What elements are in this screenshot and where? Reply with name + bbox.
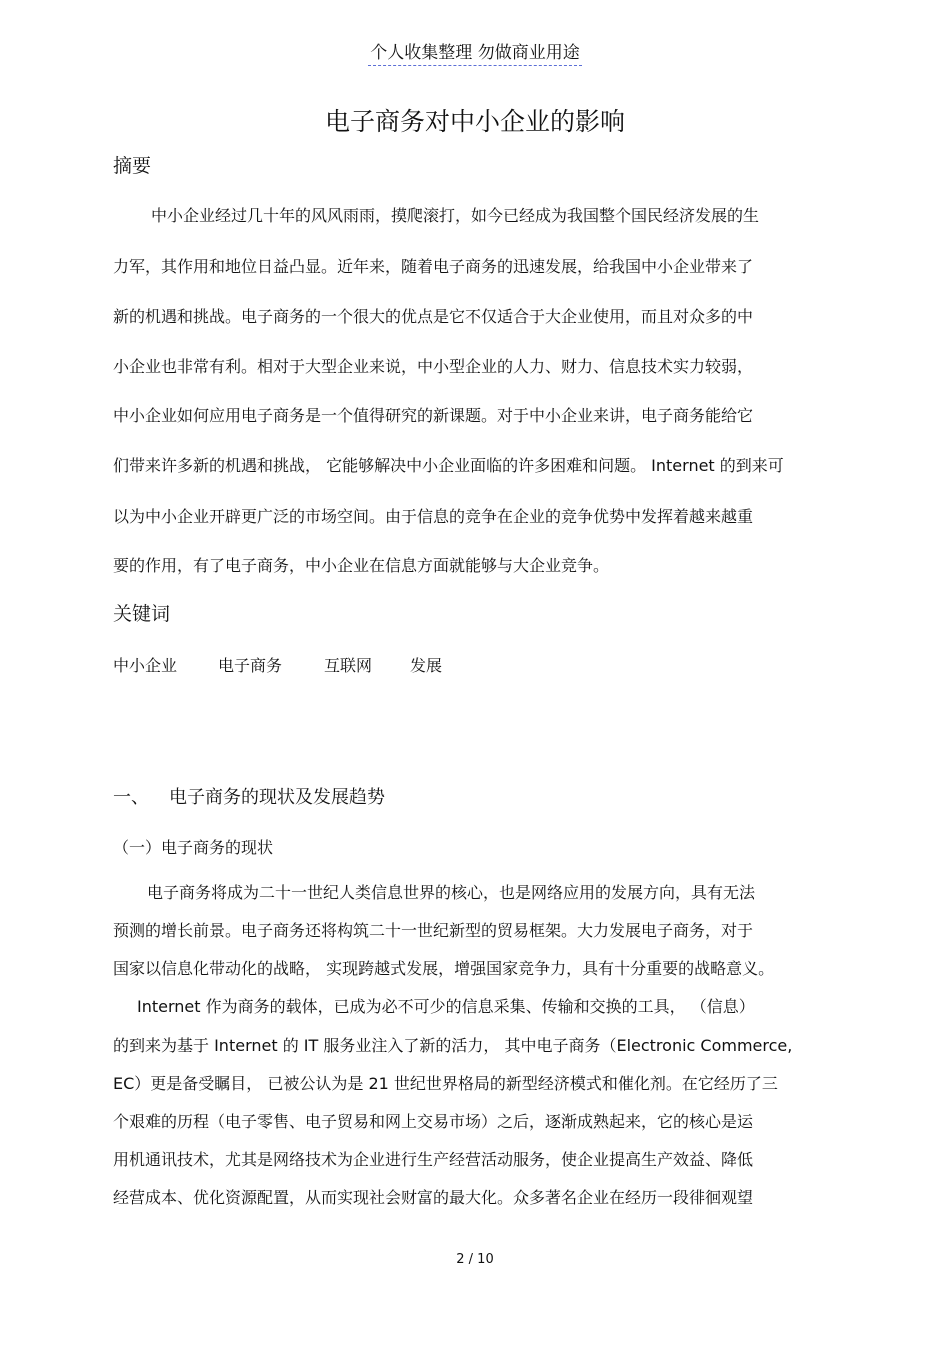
section-title: 电子商务的现状及发展趋势	[169, 787, 385, 808]
abstract-line: 们带来许多新的机遇和挑战， 它能够解决中小企业面临的许多困难和问题。 Internet 的到来可	[113, 456, 784, 475]
document-title: 电子商务对中小企业的影响	[324, 107, 625, 136]
page-number: 2 / 10	[456, 1252, 494, 1267]
abstract-line: 小企业也非常有利。相对于大型企业来说，中小型企业的人力、财力、信息技术实力较弱，	[113, 357, 754, 376]
keyword-item: 电子商务	[218, 656, 283, 675]
abstract-line: 力军，其作用和地位日益凸显。近年来，随着电子商务的迅速发展，给我国中小企业带来了	[113, 257, 754, 276]
abstract-line: 要的作用，有了电子商务，中小企业在信息方面就能够与大企业竞争。	[113, 556, 610, 575]
keyword-item: 中小企业	[113, 656, 178, 675]
keyword-item: 互联网	[324, 656, 373, 675]
keyword-item: 发展	[410, 656, 443, 675]
keywords-heading: 关键词	[113, 603, 171, 625]
abstract-line: 新的机遇和挑战。电子商务的一个很大的优点是它不仅适合于大企业使用，而且对众多的中	[113, 307, 754, 326]
section-line: 电子商务将成为二十一世纪人类信息世界的核心，也是网络应用的发展方向，具有无法	[147, 883, 756, 902]
section-line: 预测的增长前景。电子商务还将构筑二十一世纪新型的贸易框架。大力发展电子商务，对于	[113, 921, 754, 940]
section-line: 个艰难的历程（电子零售、电子贸易和网上交易市场）之后，逐渐成熟起来，它的核心是运	[113, 1112, 754, 1131]
section-line: Internet 作为商务的载体，已成为必不可少的信息采集、传输和交换的工具， （信息）	[137, 997, 755, 1016]
section-line: 用机通讯技术，尤其是网络技术为企业进行生产经营活动服务，使企业提高生产效益、降低	[113, 1150, 754, 1169]
section-line: 国家以信息化带动化的战略， 实现跨越式发展，增强国家竞争力，具有十分重要的战略意义。	[113, 959, 775, 978]
abstract-line: 中小企业经过几十年的风风雨雨，摸爬滚打，如今已经成为我国整个国民经济发展的生	[151, 206, 760, 225]
section-number: 一、	[113, 787, 149, 808]
section-line: EC）更是备受瞩目， 已被公认为是 21 世纪世界格局的新型经济模式和催化剂。在它经历了三	[113, 1074, 778, 1093]
abstract-line: 以为中小企业开辟更广泛的市场空间。由于信息的竞争在企业的竞争优势中发挥着越来越重	[113, 507, 754, 526]
subsection-title: （一）电子商务的现状	[113, 838, 274, 857]
section-line: 经营成本、优化资源配置，从而实现社会财富的最大化。众多著名企业在经历一段徘徊观望	[113, 1188, 754, 1207]
section-line: 的到来为基于 Internet 的 IT 服务业注入了新的活力， 其中电子商务（Electronic Commerce,	[113, 1036, 793, 1055]
header-text: 个人收集整理 勿做商业用途	[368, 43, 581, 66]
abstract-line: 中小企业如何应用电子商务是一个值得研究的新课题。对于中小企业来讲，电子商务能给它	[113, 406, 754, 425]
page-header	[0, 40, 950, 66]
abstract-heading: 摘要	[113, 155, 152, 177]
